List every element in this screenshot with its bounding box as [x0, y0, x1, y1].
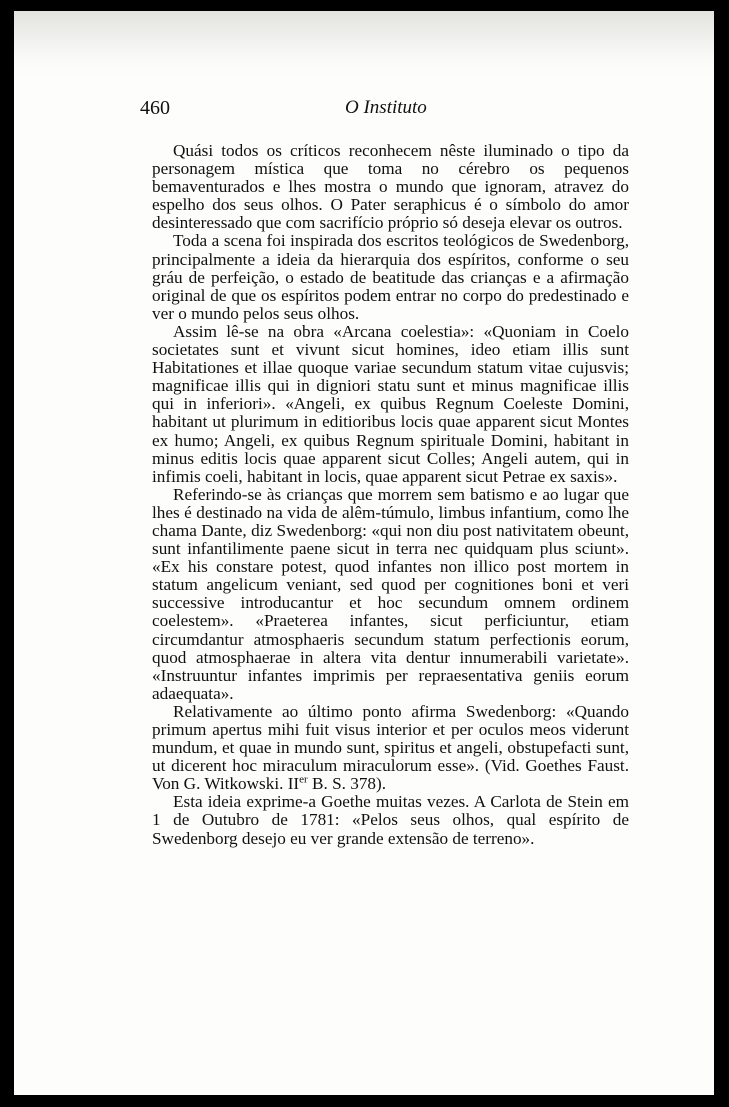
page-number: 460	[140, 97, 170, 119]
running-title: O Instituto	[345, 97, 427, 118]
paragraph	[152, 142, 629, 232]
paragraph-text: Assim lê-se na obra «Arcana coelestia»: «Quoniam in Coelo societates sunt et vivunt sicut homines, ideo etiam illis sunt Habitationes et illae quoque variae secundum statum vitae cujusvis; magnificae illis qui in digniori statu sunt et minus magnificae illis qui in inferiori». «Angeli, ex quibus Regnum Coeleste Domini, habitant ut plurimum in editioribus locis quae apparent sicut Montes ex humo; Angeli, ex quibus Regnum spirituale Domini, habitant in minus editis locis quae apparent sicut Colles; Angeli autem, qui in infimis coeli, habitant in locis, quae apparent sicut Petrae ex saxis».	[152, 321, 629, 486]
book-page	[14, 11, 714, 1095]
paragraph-text: Quási todos os críticos reconhecem nêste iluminado o tipo da personagem mística que toma no cérebro os pequenos bemaventurados e lhes mostra o mundo que ignoram, atravez do espelho dos seus olhos. O Pater seraphicus é o símbolo do amor desinteressado que com sacrifício próprio só deseja elevar os outros.	[152, 141, 629, 233]
paragraph-text: como lhe chama Dante, diz Swedenborg: «qui non diu post nativitatem obeunt, sunt infantilimente paene sicut in terra nec quidquam plus sciunt». «Ex his constare potest, quod infantes non illico post mortem in statum angelicum veniant, sed quod per cognitiones boni et veri successive introducantur et hoc secundum omnem ordinem coelestem». «Praeterea infantes, sicut perficiuntur, etiam circumdantur atmosphaeris secundum statum perfectionis eorum, quod atmosphaerae in altera vita dentur innumerabili varietate». «Instruuntur infantes imprimis per repraesentativa geniis eorum adaequata».	[152, 502, 629, 703]
body-text	[152, 142, 629, 848]
paragraph	[152, 793, 629, 847]
page-header	[140, 97, 560, 125]
page-scan-shadow	[14, 11, 714, 81]
paragraph-text: Relativamente ao último ponto afirma Swedenborg: «Quando primum apertus mihi fuit visus interior et per oculos meos viderunt mundum, et quae in mundo sunt, spiritus et angeli, obstupefacti sunt, ut dicerent hoc miraculum miraculorum esse». (Vid. Goethes Faust. Von G. Witkowski. II	[152, 701, 629, 794]
paragraph	[152, 703, 629, 793]
superscript: er	[299, 773, 308, 786]
paragraph-text: Esta ideia exprime-a Goethe muitas vezes. A Carlota de Stein em 1 de Outubro de 1781: «Pelos seus olhos, qual espírito de Swedenborg desejo eu ver grande extensão de terreno».	[152, 792, 629, 848]
paragraph-text: Toda a scena foi inspirada dos escritos teológicos de Swedenborg, principalmente a ideia da hierarquia dos espíritos, conforme o seu gráu de perfeição, o estado de beatitude das crianças e a afirmação original de que os espíritos podem entrar no corpo do predestinado e ver o mundo pelos seus olhos.	[152, 231, 629, 323]
paragraph	[152, 232, 629, 322]
paragraph-text: B. S. 378).	[307, 774, 387, 794]
paragraph	[152, 323, 629, 486]
paragraph-text: Referindo-se às crianças que morrem sem batismo e ao lugar que lhes é destinado na vida de alêm-túmulo,	[152, 484, 629, 522]
italic-phrase: limbus infantium,	[438, 502, 561, 522]
paragraph	[152, 486, 629, 703]
